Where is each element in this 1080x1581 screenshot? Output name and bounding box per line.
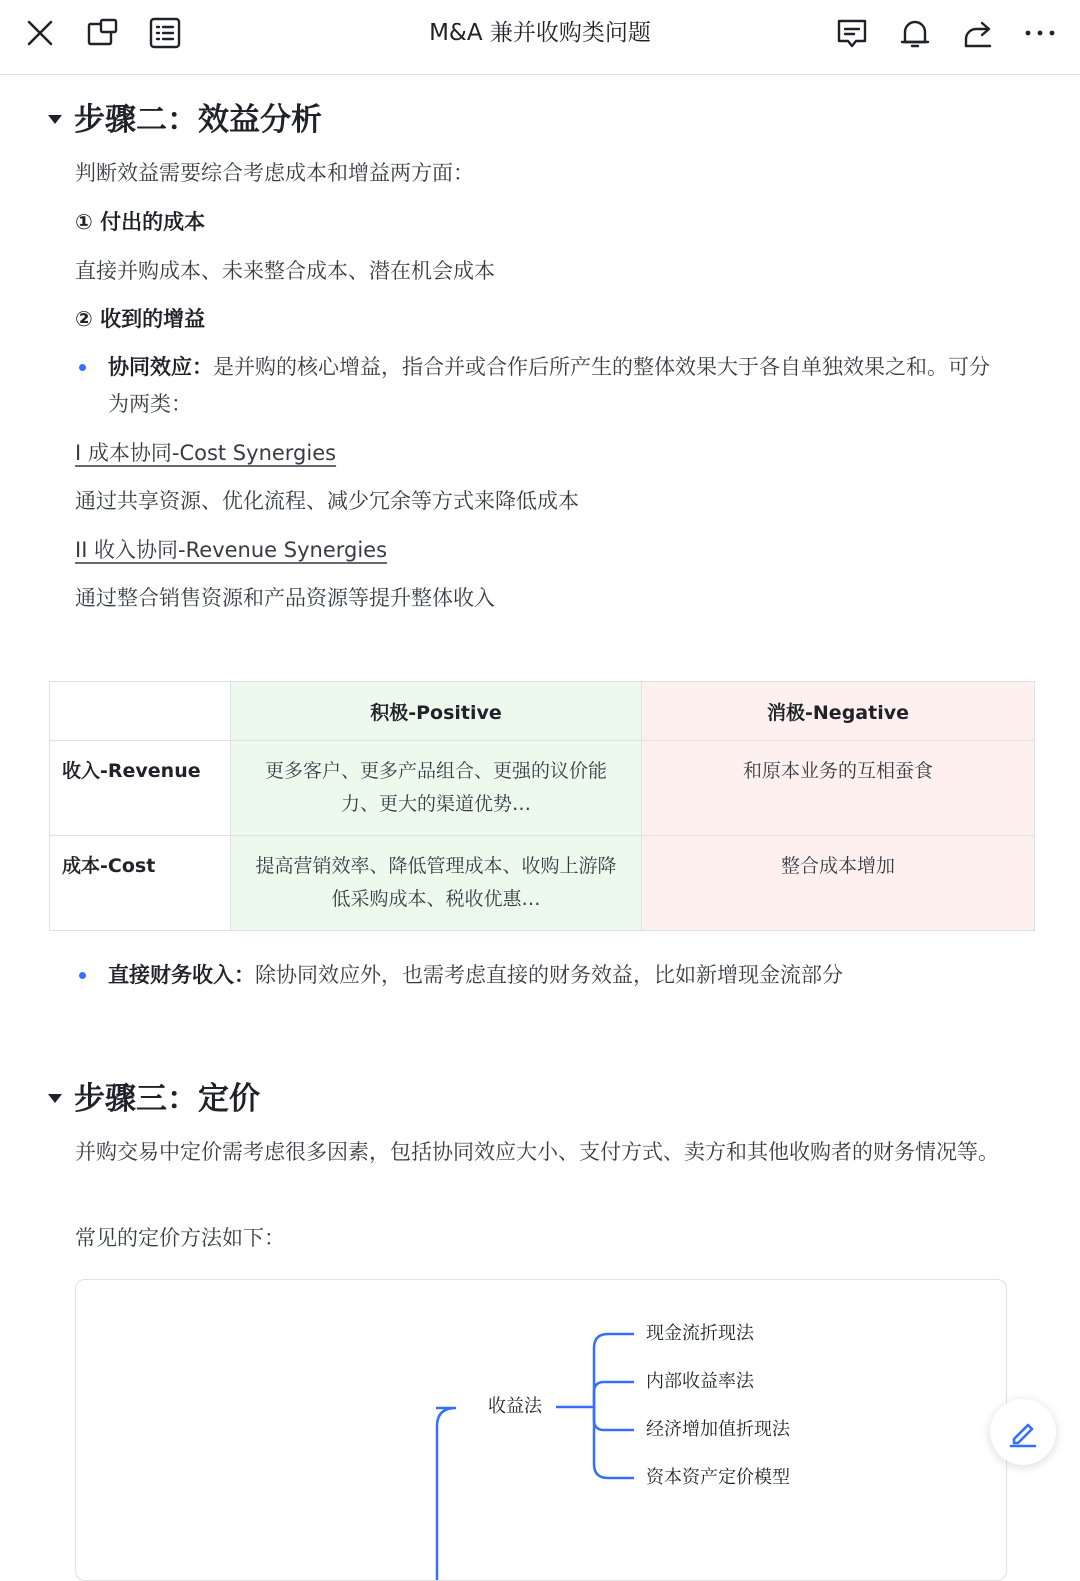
comment-icon[interactable] bbox=[832, 13, 872, 53]
table-header-row bbox=[50, 682, 1035, 741]
pencil-icon bbox=[1006, 1415, 1040, 1449]
top-toolbar bbox=[0, 0, 1080, 75]
revenue-synergies-text: 通过整合销售资源和产品资源等提升整体收入 bbox=[75, 586, 495, 610]
financial-bullet-text: 除协同效应外，也需考虑直接的财务效益，比如新增现金流部分 bbox=[255, 963, 843, 987]
mindmap-leaf[interactable]: 内部收益率法 bbox=[646, 1371, 754, 1392]
synergy-bullet-text: 是并购的核心增益，指合并或合作后所产生的整体效果大于各自单独效果之和。可分为两类： bbox=[108, 355, 990, 416]
share-icon[interactable] bbox=[958, 13, 998, 53]
mindmap-leaf[interactable]: 现金流折现法 bbox=[646, 1323, 754, 1344]
cost-text: 直接并购成本、未来整合成本、潜在机会成本 bbox=[75, 259, 495, 283]
cost-subheading: ① 付出的成本 bbox=[75, 210, 206, 234]
mindmap-leaf[interactable]: 资本资产定价模型 bbox=[646, 1467, 790, 1488]
document-title: M&A 兼并收购类问题 bbox=[429, 20, 651, 46]
mindmap-leaf[interactable]: 经济增加值折现法 bbox=[646, 1419, 790, 1440]
revenue-positive-cell: 更多客户、更多产品组合、更强的议价能力、更大的渠道优势… bbox=[231, 741, 642, 836]
mindmap-branch[interactable]: 收益法 bbox=[488, 1396, 542, 1417]
bell-icon[interactable] bbox=[895, 13, 935, 53]
synergy-bullet-label: 协同效应： bbox=[108, 355, 213, 379]
cost-synergies-text: 通过共享资源、优化流程、减少冗余等方式来降低成本 bbox=[75, 489, 579, 513]
bullet-dot bbox=[79, 972, 86, 979]
synergy-table bbox=[49, 681, 1035, 931]
table-corner-cell bbox=[50, 682, 231, 741]
step3-heading[interactable] bbox=[48, 1079, 260, 1119]
financial-bullet bbox=[108, 957, 1008, 994]
financial-bullet-label: 直接财务收入： bbox=[108, 963, 255, 987]
table-row bbox=[50, 741, 1035, 836]
more-icon[interactable] bbox=[1020, 13, 1060, 53]
pricing-mindmap[interactable] bbox=[75, 1279, 1007, 1581]
step3-intro: 并购交易中定价需考虑很多因素，包括协同效应大小、支付方式、卖方和其他收购者的财务情况等。 bbox=[75, 1140, 999, 1164]
row-label-revenue: 收入-Revenue bbox=[50, 741, 231, 836]
step2-intro: 判断效益需要综合考虑成本和增益两方面： bbox=[75, 161, 474, 185]
cost-positive-cell: 提高营销效率、降低管理成本、收购上游降低采购成本、税收优惠… bbox=[231, 836, 642, 931]
revenue-negative-cell: 和原本业务的互相蚕食 bbox=[642, 741, 1035, 836]
outline-icon[interactable] bbox=[145, 13, 185, 53]
gain-subheading: ② 收到的增益 bbox=[75, 307, 206, 331]
close-icon[interactable] bbox=[20, 13, 60, 53]
negative-column-header: 消极-Negative bbox=[642, 682, 1035, 741]
step2-heading-text: 步骤二：效益分析 bbox=[74, 102, 322, 138]
methods-intro: 常见的定价方法如下： bbox=[75, 1226, 285, 1250]
step3-heading-text: 步骤三：定价 bbox=[74, 1081, 260, 1117]
table-row bbox=[50, 836, 1035, 931]
cost-synergies-title: I 成本协同-Cost Synergies bbox=[75, 441, 337, 465]
synergy-bullet bbox=[108, 349, 1008, 423]
step2-heading[interactable] bbox=[48, 100, 322, 140]
mindmap-connectors bbox=[76, 1280, 1006, 1580]
cost-negative-cell: 整合成本增加 bbox=[642, 836, 1035, 931]
positive-column-header: 积极-Positive bbox=[231, 682, 642, 741]
collapse-triangle-icon[interactable] bbox=[48, 1094, 62, 1103]
row-label-cost: 成本-Cost bbox=[50, 836, 231, 931]
edit-button[interactable] bbox=[990, 1399, 1056, 1465]
collapse-triangle-icon[interactable] bbox=[48, 115, 62, 124]
open-window-icon[interactable] bbox=[83, 13, 123, 53]
bullet-dot bbox=[79, 364, 86, 371]
revenue-synergies-title: II 收入协同-Revenue Synergies bbox=[75, 538, 388, 562]
